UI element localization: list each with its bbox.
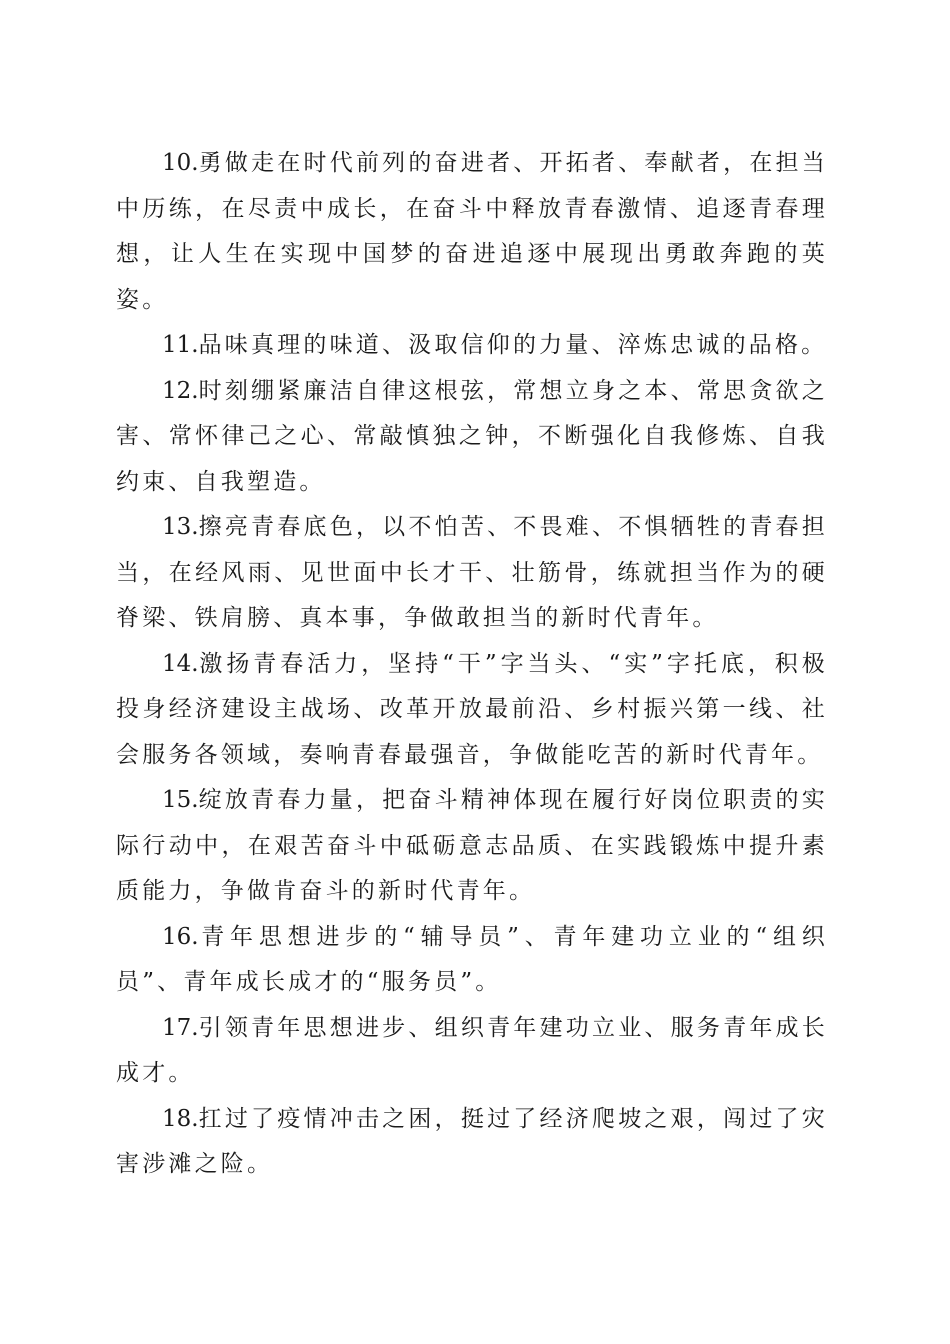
paragraph-number: 12. — [162, 377, 199, 404]
paragraph-text: 绽放青春力量，把奋斗精神体现在履行好岗位职责的实际行动中，在艰苦奋斗中砥砺意志品质、在实践锻炼中提升素质能力，争做肯奋斗的新时代青年。 — [116, 787, 828, 904]
paragraph-11 — [116, 323, 828, 369]
paragraph-13 — [116, 505, 828, 642]
paragraph-15 — [116, 778, 828, 915]
paragraph-18 — [116, 1097, 828, 1188]
paragraph-number: 11. — [162, 332, 199, 358]
paragraph-text: 时刻绷紧廉洁自律这根弦，常想立身之本、常思贪欲之害、常怀律己之心、常敲慎独之钟，不断强化自我修炼、自我约束、自我塑造。 — [116, 377, 828, 495]
paragraph-16 — [116, 915, 828, 1006]
paragraph-text: 勇做走在时代前列的奋进者、开拓者、奉献者，在担当中历练，在尽责中成长，在奋斗中释放青春激情、追逐青春理想，让人生在实现中国梦的奋进追逐中展现出勇敢奔跑的英姿。 — [116, 150, 828, 313]
paragraph-number: 18. — [162, 1105, 199, 1132]
paragraph-17 — [116, 1006, 828, 1097]
paragraph-number: 13. — [162, 514, 199, 540]
paragraph-10 — [116, 141, 828, 323]
paragraph-number: 10. — [162, 150, 199, 176]
paragraph-text: 品味真理的味道、汲取信仰的力量、淬炼忠诚的品格。 — [198, 332, 828, 358]
paragraph-text: 引领青年思想进步、组织青年建功立业、服务青年成长成才。 — [116, 1014, 828, 1086]
paragraph-number: 17. — [162, 1014, 199, 1041]
paragraph-text: 扛过了疫情冲击之困，挺过了经济爬坡之艰，闯过了灾害涉滩之险。 — [116, 1105, 828, 1177]
paragraph-text: 擦亮青春底色，以不怕苦、不畏难、不惧牺牲的青春担当，在经风雨、见世面中长才干、壮筋骨，练就担当作为的硬脊梁、铁肩膀、真本事，争做敢担当的新时代青年。 — [116, 514, 828, 631]
paragraph-14 — [116, 642, 828, 779]
paragraph-number: 14. — [162, 650, 199, 677]
paragraph-number: 15. — [162, 787, 199, 813]
paragraph-number: 16. — [162, 923, 199, 950]
paragraph-12 — [116, 369, 828, 506]
paragraph-text: 激扬青春活力，坚持“干”字当头、“实”字托底，积极投身经济建设主战场、改革开放最前沿、乡村振兴第一线、社会服务各领域，奏响青春最强音，争做能吃苦的新时代青年。 — [116, 650, 828, 768]
paragraph-text: 青年思想进步的“辅导员”、青年建功立业的“组织员”、青年成长成才的“服务员”。 — [116, 923, 828, 995]
document-body — [116, 141, 828, 1188]
